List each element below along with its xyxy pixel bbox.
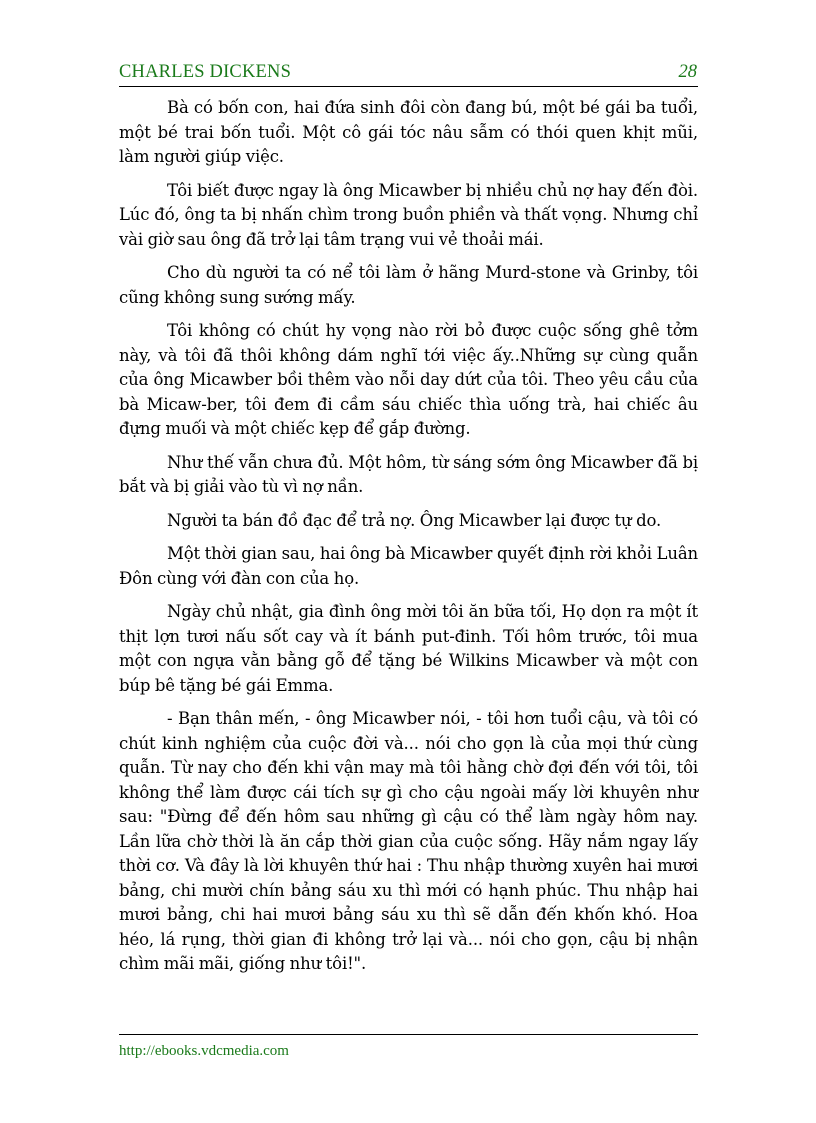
page-header: [119, 60, 697, 86]
paragraph: Ngày chủ nhật, gia đình ông mời tôi ăn bữa tối, Họ dọn ra một ít thịt lợn tươi nấu sốt cay và ít bánh put-đinh. Tối hôm trước, tôi mua một con ngựa vằn bằng gỗ để tặng bé Wilkins Micawber và một con búp bê tặng bé gái Emma.: [119, 602, 698, 695]
footer-divider: [119, 1034, 698, 1035]
paragraph: Bà có bốn con, hai đứa sinh đôi còn đang bú, một bé gái ba tuổi, một bé trai bốn tuổi. Một cô gái tóc nâu sẫm có thói quen khịt mũi, làm người giúp việc.: [119, 98, 698, 166]
header-divider: [119, 86, 698, 87]
paragraph: Cho dù người ta có nể tôi làm ở hãng Murd-stone và Grinby, tôi cũng không sung sướng mấy.: [119, 263, 698, 307]
paragraph: Tôi biết được ngay là ông Micawber bị nhiều chủ nợ hay đến đòi. Lúc đó, ông ta bị nhấn chìm trong buồn phiền và thất vọng. Nhưng chỉ vài giờ sau ông đã trở lại tâm trạng vui vẻ thoải mái.: [119, 180, 698, 249]
paragraph: Người ta bán đồ đạc để trả nợ. Ông Micawber lại được tự do.: [167, 510, 662, 530]
footer-url[interactable]: http://ebooks.vdcmedia.com: [119, 1043, 289, 1059]
page-number: 28: [678, 62, 697, 82]
body-text: [119, 96, 698, 986]
paragraph: - Bạn thân mến, - ông Micawber nói, - tôi hơn tuổi cậu, và tôi có chút kinh nghiệm của cuộc đời và... nói cho gọn là của mọi thứ cùng quẫn. Từ nay cho đến khi vận may mà tôi hằng chờ đợi đến với tôi, tôi không thể làm được cái tích sự gì cho cậu ngoài mấy lời khuyên như sau: "Đừng để đến hôm sau những gì cậu có thể làm ngày hôm nay. Lần lữa chờ thời là ăn cắp thời gian của cuộc sống. Hãy nắm ngay lấy thời cơ. Và đây là lời khuyên thứ hai : Thu nhập thường xuyên hai mươi bảng, chi mười chín bảng sáu xu thì mới có hạnh phúc. Thu nhập hai mươi bảng, chi hai mươi bảng sáu xu thì sẽ dẫn đến khốn khó. Hoa héo, lá rụng, thời gian đi không trở lại và... nói cho gọn, cậu bị nhận chìm mãi mãi, giống như tôi!".: [119, 709, 698, 973]
paragraph: Tôi không có chút hy vọng nào rời bỏ được cuộc sống ghê tởm này, và tôi đã thôi không dám nghĩ tới việc ấy..Những sự cùng quẫn của ông Micawber bồi thêm vào nỗi day dứt của tôi. Theo yêu cầu của bà Micaw-ber, tôi đem đi cầm sáu chiếc thìa uống trà, hai chiếc âu đựng muối và một chiếc kẹp để gắp đường.: [119, 321, 698, 438]
paragraph: Một thời gian sau, hai ông bà Micawber quyết định rời khỏi Luân Đôn cùng với đàn con của họ.: [119, 544, 698, 588]
header-author: CHARLES DICKENS: [119, 62, 292, 82]
paragraph: Như thế vẫn chưa đủ. Một hôm, từ sáng sớm ông Micawber đã bị bắt và bị giải vào tù vì nợ nần.: [119, 452, 698, 496]
